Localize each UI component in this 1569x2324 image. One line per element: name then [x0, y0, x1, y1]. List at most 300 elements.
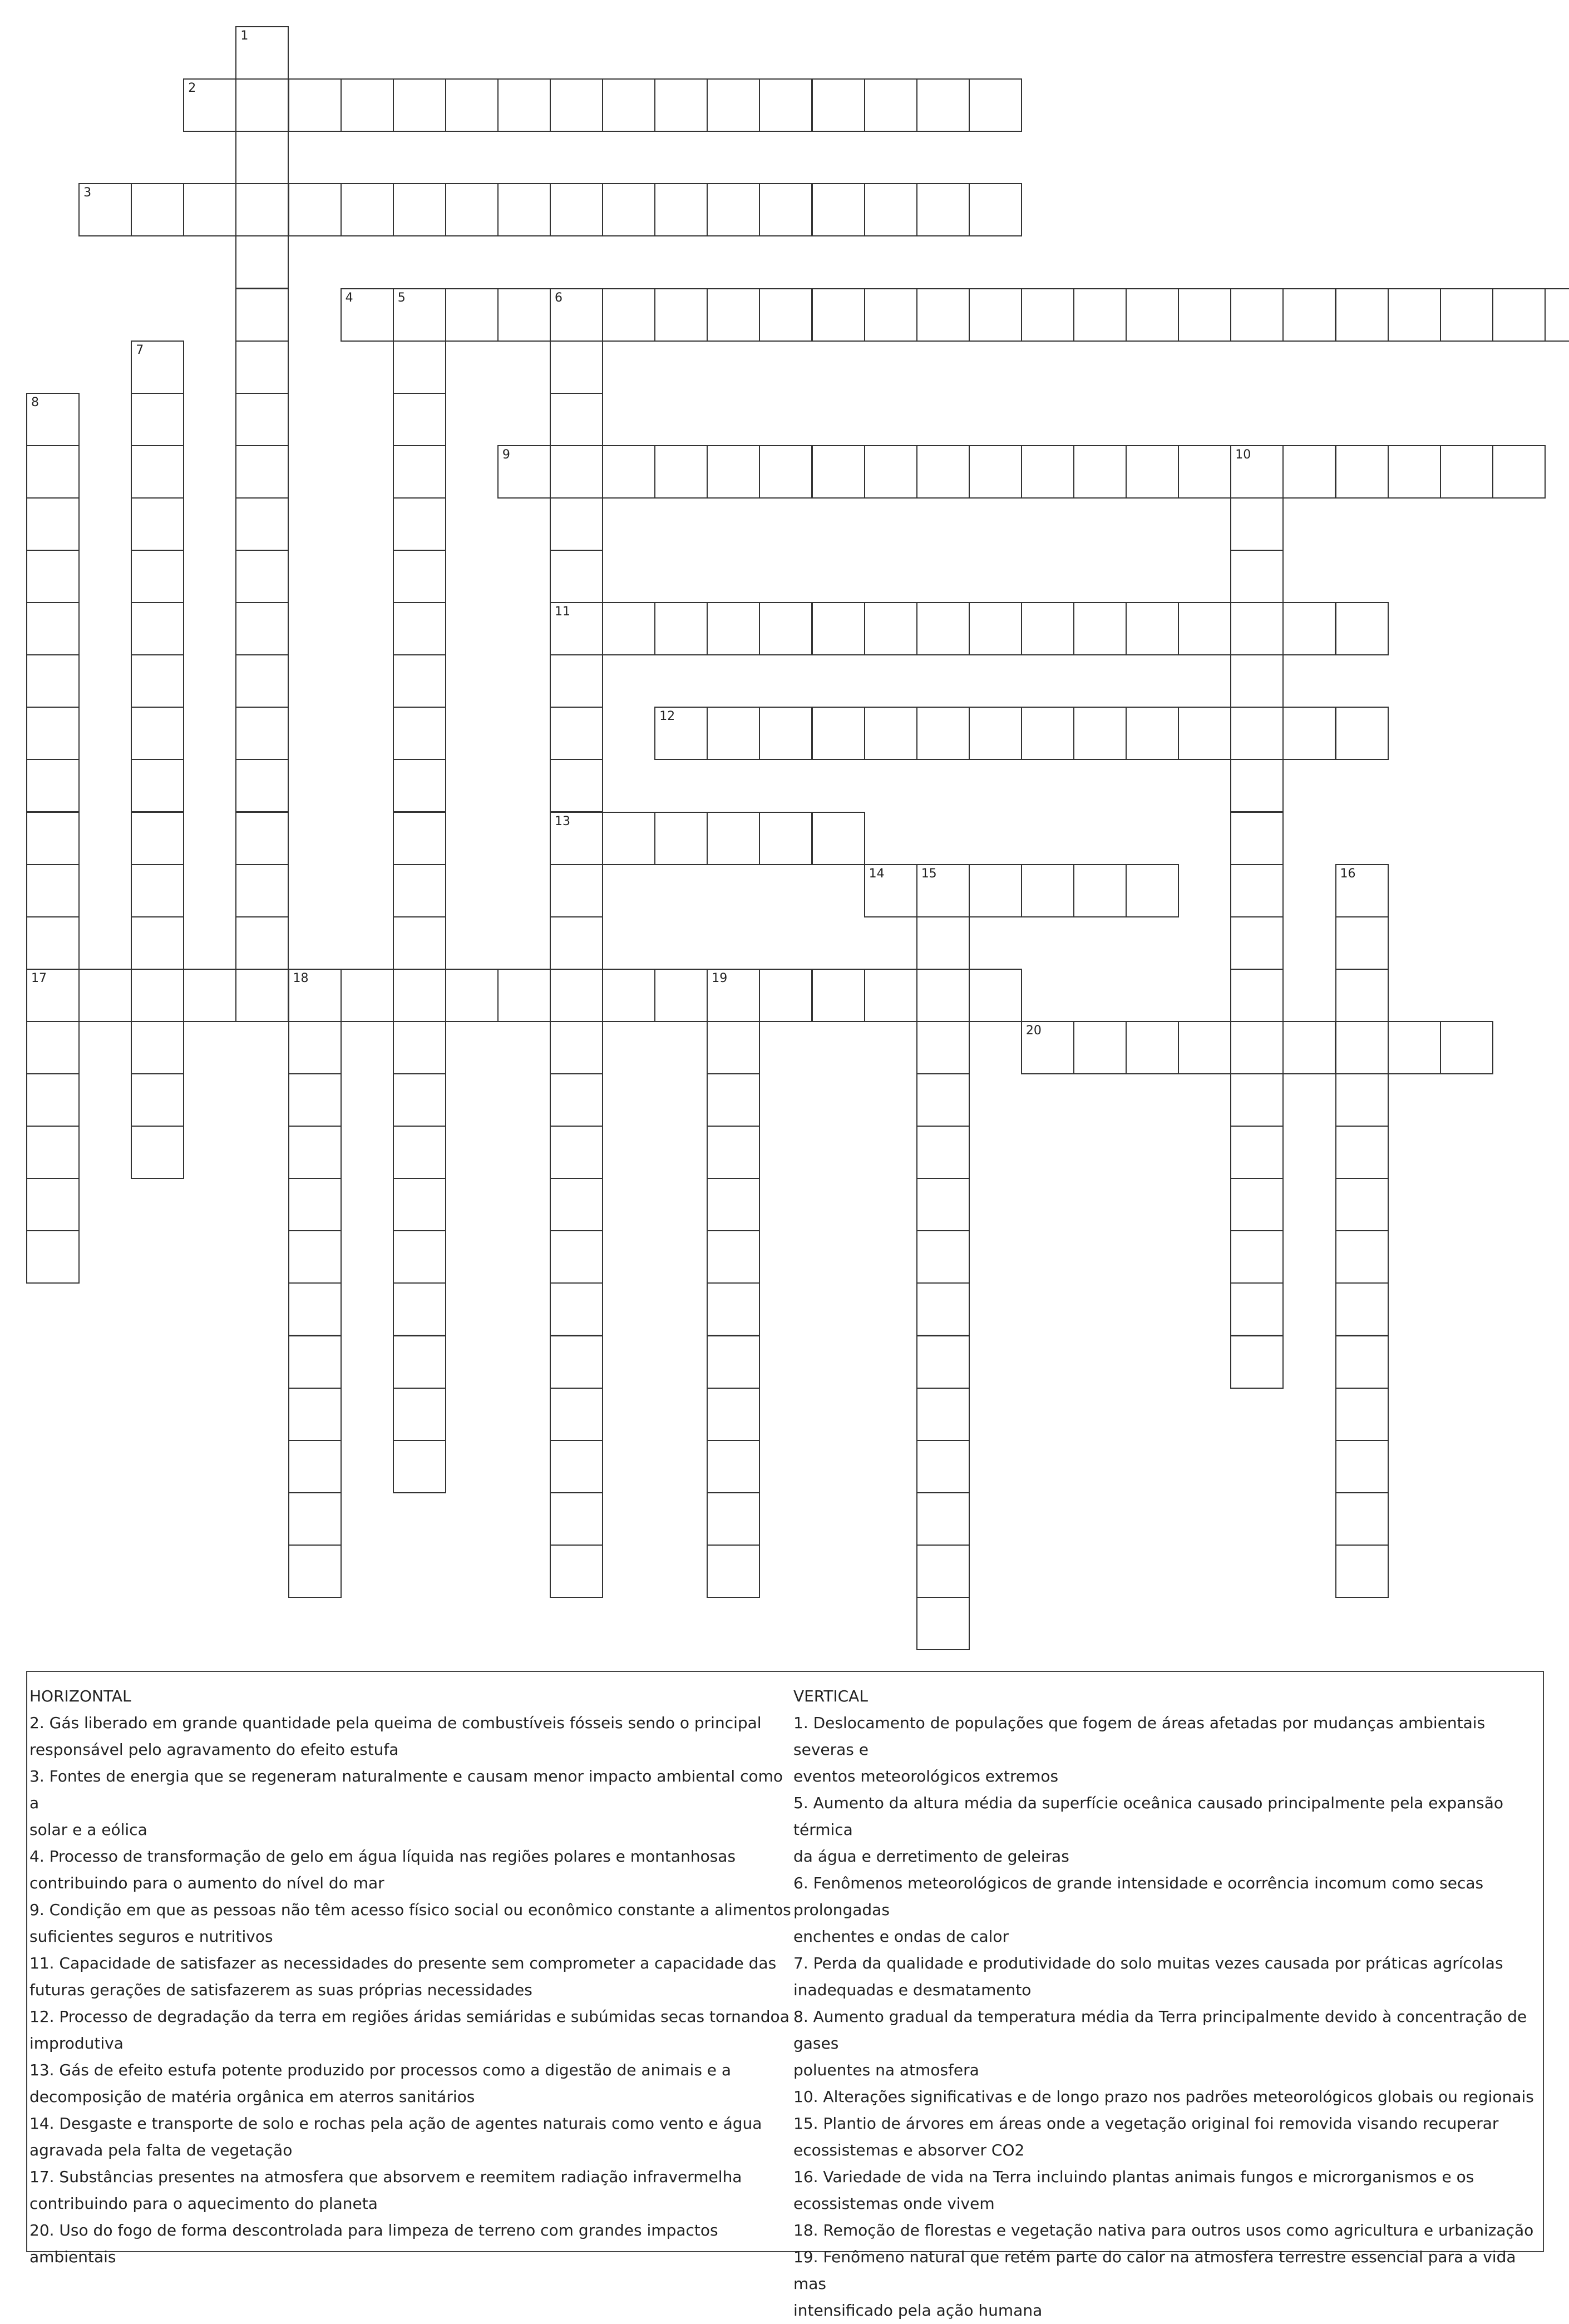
grid-cell[interactable] — [393, 1073, 446, 1127]
grid-cell[interactable] — [26, 393, 80, 446]
grid-cell[interactable] — [707, 1021, 760, 1074]
grid-cell[interactable] — [26, 1021, 80, 1074]
grid-cell[interactable] — [26, 1073, 80, 1127]
grid-cell[interactable] — [654, 812, 708, 865]
grid-cell[interactable] — [864, 445, 917, 499]
grid-cell[interactable] — [131, 602, 184, 655]
grid-cell[interactable] — [445, 969, 499, 1022]
grid-cell[interactable] — [707, 1545, 760, 1598]
grid-cell[interactable] — [916, 707, 970, 760]
grid-cell[interactable] — [654, 183, 708, 236]
grid-cell[interactable] — [393, 445, 446, 499]
grid-cell[interactable] — [550, 1545, 603, 1598]
grid-cell[interactable] — [1021, 288, 1074, 342]
grid-cell[interactable] — [288, 1178, 342, 1231]
grid-cell[interactable] — [288, 1545, 342, 1598]
grid-cell[interactable] — [916, 1440, 970, 1493]
grid-cell[interactable] — [602, 602, 655, 655]
grid-cell[interactable] — [550, 969, 603, 1022]
grid-cell[interactable] — [812, 602, 865, 655]
grid-cell[interactable] — [131, 864, 184, 917]
grid-cell[interactable] — [1335, 1388, 1389, 1441]
grid-cell[interactable] — [550, 602, 603, 655]
grid-cell[interactable] — [1178, 602, 1231, 655]
grid-cell[interactable] — [1230, 1282, 1284, 1336]
grid-cell[interactable] — [131, 654, 184, 708]
grid-cell[interactable] — [916, 864, 970, 917]
grid-cell[interactable] — [1073, 864, 1127, 917]
grid-cell[interactable] — [550, 1021, 603, 1074]
grid-cell[interactable] — [916, 1388, 970, 1441]
grid-cell[interactable] — [759, 445, 812, 499]
grid-cell[interactable] — [550, 916, 603, 970]
grid-cell[interactable] — [1126, 445, 1179, 499]
grid-cell[interactable] — [1335, 1230, 1389, 1284]
grid-cell[interactable] — [759, 812, 812, 865]
grid-cell[interactable] — [1282, 288, 1336, 342]
grid-cell[interactable] — [393, 183, 446, 236]
grid-cell[interactable] — [707, 445, 760, 499]
grid-cell[interactable] — [1230, 812, 1284, 865]
grid-cell[interactable] — [235, 916, 289, 970]
grid-cell[interactable] — [1230, 1021, 1284, 1074]
grid-cell[interactable] — [707, 812, 760, 865]
grid-cell[interactable] — [26, 1126, 80, 1179]
grid-cell[interactable] — [1230, 1073, 1284, 1127]
grid-cell[interactable] — [235, 445, 289, 499]
grid-cell[interactable] — [759, 78, 812, 132]
grid-cell[interactable] — [1126, 864, 1179, 917]
grid-cell[interactable] — [602, 183, 655, 236]
grid-cell[interactable] — [235, 341, 289, 394]
grid-cell[interactable] — [1230, 1126, 1284, 1179]
grid-cell[interactable] — [393, 78, 446, 132]
grid-cell[interactable] — [393, 550, 446, 603]
grid-cell[interactable] — [1126, 288, 1179, 342]
grid-cell[interactable] — [550, 654, 603, 708]
grid-cell[interactable] — [1335, 1021, 1389, 1074]
grid-cell[interactable] — [759, 183, 812, 236]
grid-cell[interactable] — [550, 1388, 603, 1441]
grid-cell[interactable] — [235, 393, 289, 446]
grid-cell[interactable] — [341, 183, 394, 236]
grid-cell[interactable] — [550, 864, 603, 917]
grid-cell[interactable] — [1388, 288, 1441, 342]
grid-cell[interactable] — [1126, 1021, 1179, 1074]
grid-cell[interactable] — [235, 864, 289, 917]
grid-cell[interactable] — [707, 1178, 760, 1231]
grid-cell[interactable] — [1230, 602, 1284, 655]
grid-cell[interactable] — [1335, 445, 1389, 499]
grid-cell[interactable] — [393, 1021, 446, 1074]
clue-line: 19. Fenômeno natural que retém parte do calor na atmosfera terrestre essencial para a vida mas — [793, 2248, 1516, 2293]
grid-cell[interactable] — [1021, 707, 1074, 760]
grid-cell[interactable] — [864, 602, 917, 655]
grid-cell[interactable] — [1335, 707, 1389, 760]
grid-cell[interactable] — [1335, 1335, 1389, 1389]
grid-cell[interactable] — [235, 654, 289, 708]
grid-cell[interactable] — [1282, 602, 1336, 655]
grid-cell[interactable] — [707, 707, 760, 760]
grid-cell[interactable] — [393, 1282, 446, 1336]
grid-cell[interactable] — [288, 1126, 342, 1179]
grid-cell[interactable] — [654, 288, 708, 342]
grid-cell[interactable] — [1335, 916, 1389, 970]
grid-cell[interactable] — [393, 707, 446, 760]
grid-cell[interactable] — [1073, 1021, 1127, 1074]
grid-cell[interactable] — [1021, 864, 1074, 917]
grid-cell[interactable] — [497, 78, 551, 132]
grid-cell[interactable] — [1073, 707, 1127, 760]
grid-cell[interactable] — [550, 393, 603, 446]
grid-cell[interactable] — [393, 1335, 446, 1389]
grid-cell[interactable] — [916, 1282, 970, 1336]
grid-cell[interactable] — [916, 1492, 970, 1546]
grid-cell[interactable] — [1230, 445, 1284, 499]
grid-cell[interactable] — [916, 1021, 970, 1074]
grid-cell[interactable] — [288, 183, 342, 236]
grid-cell[interactable] — [550, 1178, 603, 1231]
grid-cell[interactable] — [864, 288, 917, 342]
grid-cell[interactable] — [288, 78, 342, 132]
grid-cell[interactable] — [550, 1126, 603, 1179]
grid-cell[interactable] — [393, 812, 446, 865]
grid-cell[interactable] — [1178, 288, 1231, 342]
grid-cell[interactable] — [707, 1492, 760, 1546]
grid-cell[interactable] — [131, 812, 184, 865]
grid-cell[interactable] — [26, 445, 80, 499]
grid-cell[interactable] — [969, 183, 1022, 236]
grid-cell[interactable] — [550, 759, 603, 812]
grid-cell[interactable] — [602, 288, 655, 342]
grid-cell[interactable] — [916, 916, 970, 970]
grid-cell[interactable] — [1230, 969, 1284, 1022]
grid-cell[interactable] — [393, 1388, 446, 1441]
grid-cell[interactable] — [78, 969, 132, 1022]
grid-cell[interactable] — [131, 916, 184, 970]
grid-cell[interactable] — [1230, 654, 1284, 708]
grid-cell[interactable] — [969, 864, 1022, 917]
grid-cell[interactable] — [550, 1492, 603, 1546]
grid-cell[interactable] — [393, 1126, 446, 1179]
grid-cell[interactable] — [1335, 864, 1389, 917]
grid-cell[interactable] — [288, 1282, 342, 1336]
grid-cell[interactable] — [812, 78, 865, 132]
grid-cell[interactable] — [131, 550, 184, 603]
grid-cell[interactable] — [288, 1021, 342, 1074]
grid-cell[interactable] — [131, 497, 184, 551]
grid-cell[interactable] — [341, 969, 394, 1022]
grid-cell[interactable] — [916, 183, 970, 236]
grid-cell[interactable] — [1440, 1021, 1493, 1074]
grid-cell[interactable] — [969, 707, 1022, 760]
grid-cell[interactable] — [1388, 1021, 1441, 1074]
grid-cell[interactable] — [1178, 707, 1231, 760]
grid-cell[interactable] — [707, 78, 760, 132]
grid-cell[interactable] — [1230, 288, 1284, 342]
grid-cell[interactable] — [26, 864, 80, 917]
grid-cell[interactable] — [1492, 288, 1546, 342]
grid-cell[interactable] — [235, 78, 289, 132]
grid-cell[interactable] — [393, 341, 446, 394]
grid-cell[interactable] — [654, 445, 708, 499]
grid-cell[interactable] — [288, 1230, 342, 1284]
grid-cell[interactable] — [654, 707, 708, 760]
grid-cell[interactable] — [1230, 1178, 1284, 1231]
grid-cell[interactable] — [916, 1545, 970, 1598]
grid-cell[interactable] — [969, 78, 1022, 132]
grid-cell[interactable] — [393, 1230, 446, 1284]
grid-cell[interactable] — [183, 78, 236, 132]
grid-cell[interactable] — [131, 1126, 184, 1179]
grid-cell[interactable] — [1335, 1073, 1389, 1127]
grid-cell[interactable] — [393, 969, 446, 1022]
grid-cell[interactable] — [916, 78, 970, 132]
grid-cell[interactable] — [1440, 445, 1493, 499]
grid-cell[interactable] — [550, 1440, 603, 1493]
grid-cell[interactable] — [26, 1178, 80, 1231]
grid-cell[interactable] — [131, 759, 184, 812]
grid-cell[interactable] — [550, 1230, 603, 1284]
grid-cell[interactable] — [288, 1335, 342, 1389]
grid-cell[interactable] — [235, 288, 289, 342]
grid-cell[interactable] — [341, 78, 394, 132]
clue-number: 12 — [659, 709, 675, 724]
grid-cell[interactable] — [916, 602, 970, 655]
grid-cell[interactable] — [864, 183, 917, 236]
grid-cell[interactable] — [235, 707, 289, 760]
grid-cell[interactable] — [288, 1388, 342, 1441]
grid-cell[interactable] — [550, 183, 603, 236]
grid-cell[interactable] — [864, 969, 917, 1022]
grid-cell[interactable] — [131, 1073, 184, 1127]
grid-cell[interactable] — [131, 445, 184, 499]
grid-cell[interactable] — [1178, 445, 1231, 499]
grid-cell[interactable] — [235, 812, 289, 865]
grid-cell[interactable] — [1335, 1282, 1389, 1336]
grid-cell[interactable] — [1282, 707, 1336, 760]
grid-cell[interactable] — [550, 812, 603, 865]
grid-cell[interactable] — [235, 759, 289, 812]
grid-cell[interactable] — [916, 445, 970, 499]
grid-cell[interactable] — [393, 654, 446, 708]
grid-cell[interactable] — [1335, 1440, 1389, 1493]
grid-cell[interactable] — [497, 288, 551, 342]
grid-cell[interactable] — [288, 1440, 342, 1493]
grid-cell[interactable] — [550, 550, 603, 603]
grid-cell[interactable] — [916, 1335, 970, 1389]
grid-cell[interactable] — [1492, 445, 1546, 499]
grid-cell[interactable] — [1230, 1230, 1284, 1284]
grid-cell[interactable] — [550, 445, 603, 499]
grid-cell[interactable] — [235, 550, 289, 603]
grid-cell[interactable] — [1230, 497, 1284, 551]
grid-cell[interactable] — [812, 288, 865, 342]
grid-cell[interactable] — [550, 497, 603, 551]
grid-cell[interactable] — [183, 183, 236, 236]
grid-cell[interactable] — [393, 759, 446, 812]
grid-cell[interactable] — [131, 183, 184, 236]
grid-cell[interactable] — [1335, 1178, 1389, 1231]
grid-cell[interactable] — [550, 78, 603, 132]
grid-cell[interactable] — [235, 602, 289, 655]
grid-cell[interactable] — [393, 602, 446, 655]
grid-cell[interactable] — [497, 183, 551, 236]
grid-cell[interactable] — [1230, 550, 1284, 603]
grid-cell[interactable] — [26, 550, 80, 603]
grid-cell[interactable] — [288, 1492, 342, 1546]
grid-cell[interactable] — [1335, 602, 1389, 655]
grid-cell[interactable] — [1073, 288, 1127, 342]
grid-cell[interactable] — [1388, 445, 1441, 499]
grid-cell[interactable] — [131, 1021, 184, 1074]
grid-cell[interactable] — [497, 445, 551, 499]
grid-cell[interactable] — [1126, 602, 1179, 655]
grid-cell[interactable] — [235, 131, 289, 184]
grid-cell[interactable] — [602, 812, 655, 865]
grid-cell[interactable] — [1335, 288, 1389, 342]
grid-cell[interactable] — [288, 1073, 342, 1127]
grid-cell[interactable] — [1282, 445, 1336, 499]
grid-cell[interactable] — [393, 1440, 446, 1493]
grid-cell[interactable] — [131, 393, 184, 446]
grid-cell[interactable] — [707, 1440, 760, 1493]
grid-cell[interactable] — [864, 78, 917, 132]
grid-cell[interactable] — [1021, 602, 1074, 655]
grid-cell[interactable] — [759, 288, 812, 342]
grid-cell[interactable] — [759, 969, 812, 1022]
grid-cell[interactable] — [916, 288, 970, 342]
grid-cell[interactable] — [445, 78, 499, 132]
grid-cell[interactable] — [654, 78, 708, 132]
grid-cell[interactable] — [393, 1178, 446, 1231]
grid-cell[interactable] — [1545, 288, 1569, 342]
grid-cell[interactable] — [393, 497, 446, 551]
grid-cell[interactable] — [1178, 1021, 1231, 1074]
grid-cell[interactable] — [602, 445, 655, 499]
grid-cell[interactable] — [1335, 1545, 1389, 1598]
grid-cell[interactable] — [1126, 707, 1179, 760]
grid-cell[interactable] — [969, 445, 1022, 499]
grid-cell[interactable] — [550, 1282, 603, 1336]
grid-cell[interactable] — [759, 602, 812, 655]
grid-cell[interactable] — [602, 78, 655, 132]
grid-cell[interactable] — [602, 969, 655, 1022]
grid-cell[interactable] — [1335, 969, 1389, 1022]
grid-cell[interactable] — [235, 497, 289, 551]
grid-cell[interactable] — [916, 969, 970, 1022]
grid-cell[interactable] — [916, 1073, 970, 1127]
grid-cell[interactable] — [78, 183, 132, 236]
grid-cell[interactable] — [812, 812, 865, 865]
grid-cell[interactable] — [235, 183, 289, 236]
grid-cell[interactable] — [864, 707, 917, 760]
grid-cell[interactable] — [550, 707, 603, 760]
grid-cell[interactable] — [550, 1335, 603, 1389]
grid-cell[interactable] — [235, 26, 289, 80]
grid-cell[interactable] — [1230, 864, 1284, 917]
grid-cell[interactable] — [969, 969, 1022, 1022]
grid-cell[interactable] — [1073, 602, 1127, 655]
grid-cell[interactable] — [916, 1178, 970, 1231]
grid-cell[interactable] — [26, 654, 80, 708]
grid-cell[interactable] — [707, 1230, 760, 1284]
grid-cell[interactable] — [1230, 759, 1284, 812]
grid-cell[interactable] — [1230, 707, 1284, 760]
grid-cell[interactable] — [916, 1126, 970, 1179]
grid-cell[interactable] — [288, 969, 342, 1022]
grid-cell[interactable] — [812, 445, 865, 499]
grid-cell[interactable] — [1335, 1492, 1389, 1546]
grid-cell[interactable] — [183, 969, 236, 1022]
grid-cell[interactable] — [131, 969, 184, 1022]
grid-cell[interactable] — [916, 1597, 970, 1650]
grid-cell[interactable] — [1335, 1126, 1389, 1179]
grid-cell[interactable] — [445, 183, 499, 236]
grid-cell[interactable] — [654, 602, 708, 655]
grid-cell[interactable] — [1440, 288, 1493, 342]
grid-cell[interactable] — [393, 864, 446, 917]
grid-cell[interactable] — [235, 969, 289, 1022]
grid-cell[interactable] — [759, 707, 812, 760]
grid-cell[interactable] — [916, 1230, 970, 1284]
grid-cell[interactable] — [1021, 1021, 1074, 1074]
grid-cell[interactable] — [707, 288, 760, 342]
grid-cell[interactable] — [812, 707, 865, 760]
grid-cell[interactable] — [707, 1126, 760, 1179]
grid-cell[interactable] — [812, 183, 865, 236]
grid-cell[interactable] — [26, 602, 80, 655]
grid-cell[interactable] — [1073, 445, 1127, 499]
grid-cell[interactable] — [550, 1073, 603, 1127]
grid-cell[interactable] — [654, 969, 708, 1022]
grid-cell[interactable] — [26, 759, 80, 812]
grid-cell[interactable] — [864, 864, 917, 917]
grid-cell[interactable] — [707, 602, 760, 655]
grid-cell[interactable] — [1230, 916, 1284, 970]
grid-cell[interactable] — [707, 1335, 760, 1389]
grid-cell[interactable] — [812, 969, 865, 1022]
grid-cell[interactable] — [26, 812, 80, 865]
grid-cell[interactable] — [393, 393, 446, 446]
grid-cell[interactable] — [26, 707, 80, 760]
grid-cell[interactable] — [393, 916, 446, 970]
grid-cell[interactable] — [26, 969, 80, 1022]
grid-cell[interactable] — [1021, 445, 1074, 499]
grid-cell[interactable] — [497, 969, 551, 1022]
grid-cell[interactable] — [235, 235, 289, 289]
grid-cell[interactable] — [969, 288, 1022, 342]
grid-cell[interactable] — [26, 916, 80, 970]
grid-cell[interactable] — [1230, 1335, 1284, 1389]
grid-cell[interactable] — [550, 288, 603, 342]
grid-cell[interactable] — [26, 1230, 80, 1284]
grid-cell[interactable] — [393, 288, 446, 342]
grid-cell[interactable] — [969, 602, 1022, 655]
grid-cell[interactable] — [445, 288, 499, 342]
grid-cell[interactable] — [550, 341, 603, 394]
grid-cell[interactable] — [707, 1388, 760, 1441]
grid-cell[interactable] — [707, 1282, 760, 1336]
grid-cell[interactable] — [707, 1073, 760, 1127]
grid-cell[interactable] — [341, 288, 394, 342]
grid-cell[interactable] — [707, 183, 760, 236]
grid-cell[interactable] — [707, 969, 760, 1022]
grid-cell[interactable] — [1282, 1021, 1336, 1074]
grid-cell[interactable] — [131, 707, 184, 760]
grid-cell[interactable] — [26, 497, 80, 551]
grid-cell[interactable] — [131, 341, 184, 394]
